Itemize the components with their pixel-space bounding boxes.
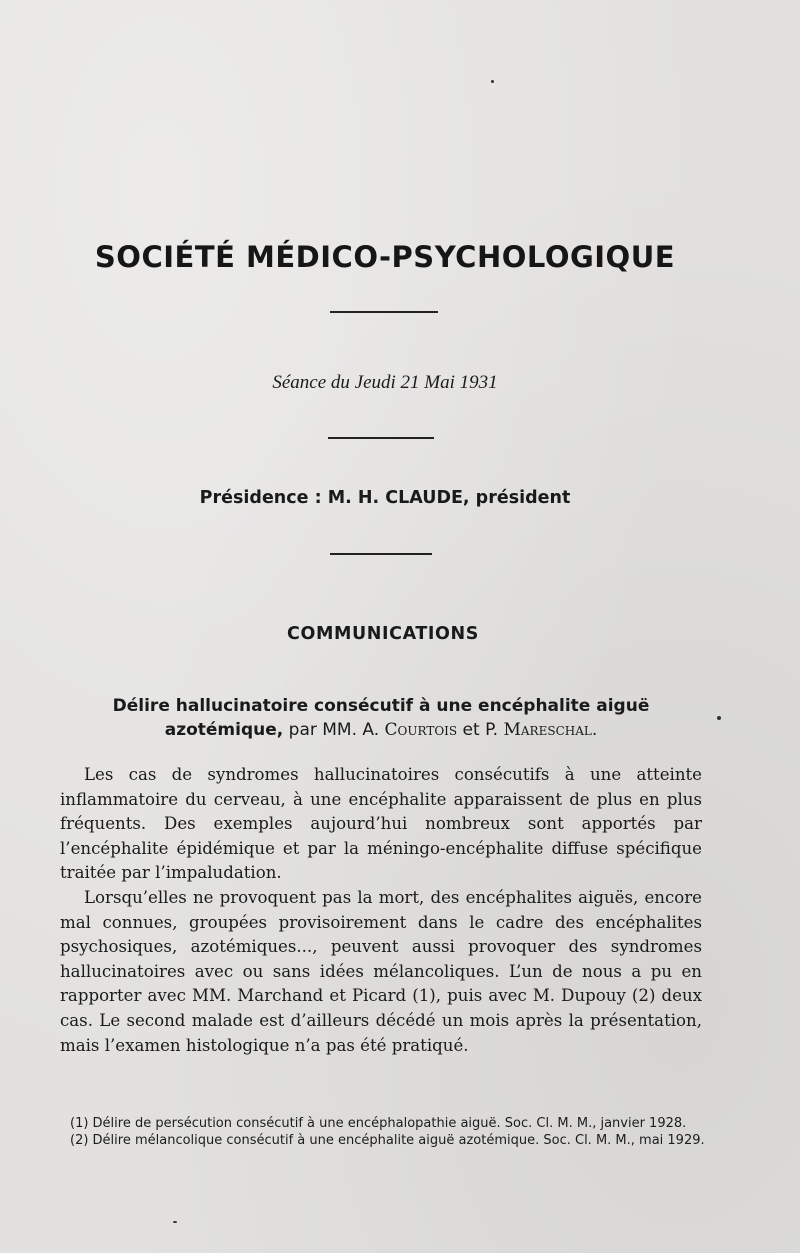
- session-date: Séance du Jeudi 21 Mai 1931: [272, 372, 498, 393]
- body-paragraph-1: Les cas de syndromes hallucinatoires consécutifs à une atteinte inflammatoire du cerveau, à une encéphalite apparaissent de plus en plus fréquents. Des exemples aujourd’hui nombreux sont apportés par l’encéphalite épidémique et par la méningo-encéphalite diffuse spécifique traitée par l’impaludation.: [60, 765, 702, 883]
- footnotes: [56, 1116, 706, 1149]
- footnote-1: (1) Délire de persécution consécutif à une encéphalopathie aiguë. Soc. Cl. M. M., janvier 1928.: [70, 1116, 687, 1131]
- article-title-main: Délire hallucinatoire consécutif à une encéphalite aiguë: [112, 696, 650, 716]
- separator-rule-2: [328, 437, 434, 439]
- scan-speck: [717, 716, 721, 720]
- article-byline-prefix: par MM. A.: [283, 720, 385, 740]
- scan-speck: [173, 1221, 177, 1223]
- presidency-line: Présidence : M. H. CLAUDE, président: [199, 488, 571, 508]
- body-paragraph-2: Lorsqu’elles ne provoquent pas la mort, des encéphalites aiguës, encore mal connues, groupées provisoirement dans le cadre des encéphalites psychosiques, azotémiques..., peuvent aussi provoquer des syndromes hallucinatoires avec ou sans idées mélancoliques. L’un de nous a pu en rapporter avec MM. Marchand et Picard (1), puis avec M. Dupouy (2) deux cas. Le second malade est d’ailleurs décédé un mois après la présentation, mais l’examen histologique n’a pas été pratiqué.: [60, 887, 702, 1055]
- article-byline-end: .: [591, 720, 598, 740]
- separator-rule-1: [330, 311, 438, 313]
- article-title-cont: azotémique,: [164, 720, 284, 740]
- article-body: [60, 763, 702, 1058]
- article-title: [60, 694, 702, 742]
- section-heading: COMMUNICATIONS: [287, 624, 479, 644]
- scan-speck: [491, 80, 494, 83]
- society-title: SOCIÉTÉ MÉDICO-PSYCHOLOGIQUE: [94, 240, 676, 274]
- separator-rule-3: [330, 553, 432, 555]
- article-byline-and: et P.: [457, 720, 504, 740]
- footnote-2: (2) Délire mélancolique consécutif à une encéphalite aiguë azotémique. Soc. Cl. M. M., mai 1929.: [70, 1132, 705, 1148]
- author-mareschal: Mareschal: [503, 720, 592, 740]
- author-courtois: Courtois: [384, 720, 458, 740]
